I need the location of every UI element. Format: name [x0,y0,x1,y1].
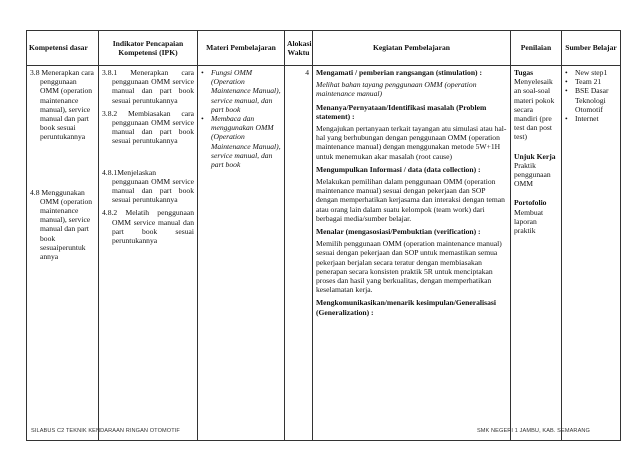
ipk-4-8-2: 4.8.2 Melatih penggunaan OMM service manual dan part book sesuai peruntukannya [102,208,194,246]
sumber-item-bse: • BSE Dasar Teknologi Otomotif [573,86,617,114]
materi-item-membaca-omm: • Membaca dan menggunakan OMM (Operation Maintenance Manual), service manual, dan part book [209,114,281,169]
header-kegiatan: Kegiatan Pembelajaran [313,31,511,66]
kegiatan-mengamati-heading: Mengamati / pemberian rangsangan (stimulation) : [316,68,483,77]
kegiatan-menanya-text: Mengajukan pertanyaan terkait tayangan atu simulasi atau hal-hal yang berhubungan dengan penggunaan OMM (operation maintenance manual) dengan menggunakan metode 5W+1H untuk menemukan akar masalah (root cause) [316,124,507,161]
kd-3-8 [30,68,95,142]
ipk-4-8-1: 4.8.1Menjelaskan penggunaan OMM service manual dan part book sesuai peruntukannya [102,167,194,205]
kegiatan-mengumpulkan-heading: Mengumpulkan Informasi / data (data collection) : [316,164,481,174]
penilaian-unjuk-kerja-text: Praktik penggunaan OMM [514,160,551,189]
cell-ipk [99,66,198,441]
content-row [27,66,621,441]
cell-kompetensi-dasar [27,66,99,441]
header-row [27,31,621,66]
header-kompetensi-dasar: Kompetensi dasar [27,31,99,66]
penilaian-portofolio-text: Membuat laporan praktik [514,207,544,236]
kd-3-8-text: Menerapkan cara penggunaan OMM (operation maintenance manual), service manual dan part book sesuai peruntukannya [40,68,94,142]
cell-penilaian [511,66,562,441]
sumber-item-team-21: • Team 21 [573,77,617,86]
kegiatan-mengamati-text: Melihat bahan tayang penggunaan OMM (operation maintenance manual) [316,80,477,99]
penilaian-tugas-heading: Tugas [514,68,534,77]
penilaian-tugas-text: Menyelesaik an soal-soal materi pokok secara mandiri (pre test dan post test) [514,77,555,142]
header-penilaian: Penilaian [511,31,562,66]
ipk-3-8-1: 3.8.1 Menerapkan cara penggunaan OMM service manual dan part book sesuai peruntukannya [102,68,194,105]
sumber-item-internet: • Internet [573,114,617,123]
sumber-item-new-step: • New step1 [573,68,617,77]
kd-4-8-number: 4.8 [30,187,40,197]
kegiatan-menanya-heading: Menanya/Pernyataan/Identifikasi masalah (Problem statement) : [316,102,487,121]
kegiatan-menalar-text: Memilih penggunaan OMM (operation maintenance manual) sesuai dengan pekerjaan dan SOP untuk memastikan semua pekerjaan berjalan secara teratur dengan membiasakan penerapan secara konsisten praktik 5R untuk menciptakan proses dan hasil yang berkualitas, dengan memperhatikan keselamatan kerja. [316,239,502,295]
header-sumber: Sumber Belajar [562,31,621,66]
cell-materi [198,66,285,441]
materi-item-fungsi-omm: • Fungsi OMM (Operation Maintenance Manual), service manual, dan part book [209,68,281,114]
penilaian-unjuk-kerja-heading: Unjuk Kerja [514,151,556,161]
kegiatan-mengkomunikasikan-heading: Mengkomunikasikan/menarik kesimpulan/Generalisasi (Generalization) : [316,298,496,317]
kegiatan-menalar-heading: Menalar (mengasosiasi/Pembuktian (verification) : [316,227,481,237]
ipk-3-8-2: 3.8.2 Membiasakan cara penggunaan OMM service manual dan part book sesuai peruntukannya [102,108,194,146]
header-alokasi: Alokasi Waktu [285,31,313,66]
kd-4-8-text: Menggunakan OMM (operation maintenance manual), service manual dan part book sesuaiperuntuk annya [40,187,93,262]
footer-right: SMK NEGERI 1 JAMBU, KAB. SEMARANG [476,428,590,434]
kd-3-8-number: 3.8 [30,68,40,77]
penilaian-portofolio-heading: Portofolio [514,198,547,208]
header-materi: Materi Pembelajaran [198,31,285,66]
cell-sumber [562,66,621,441]
footer-left: SILABUS C2 TEKNIK KENDARAAN RINGAN OTOMOTIF [31,428,180,434]
header-ipk: Indikator Pencapaian Kompetensi (IPK) [99,31,198,66]
cell-alokasi: 4 [285,66,313,441]
kegiatan-mengumpulkan-text: Melakukan pemilihan dalam penggunaan OMM (operation maintenance manual) sesuai dengan pekerjaan dan SOP dengan memperhatikan kerjasama dan interaksi dengan teman atau orang lain dalam suatu kelompok (team work) dari berbagai media/sumber belajar. [316,177,505,223]
materi-list [201,68,281,169]
cell-kegiatan [313,66,511,441]
sumber-list [565,68,617,123]
kd-4-8 [30,188,95,262]
syllabus-table [26,30,621,441]
